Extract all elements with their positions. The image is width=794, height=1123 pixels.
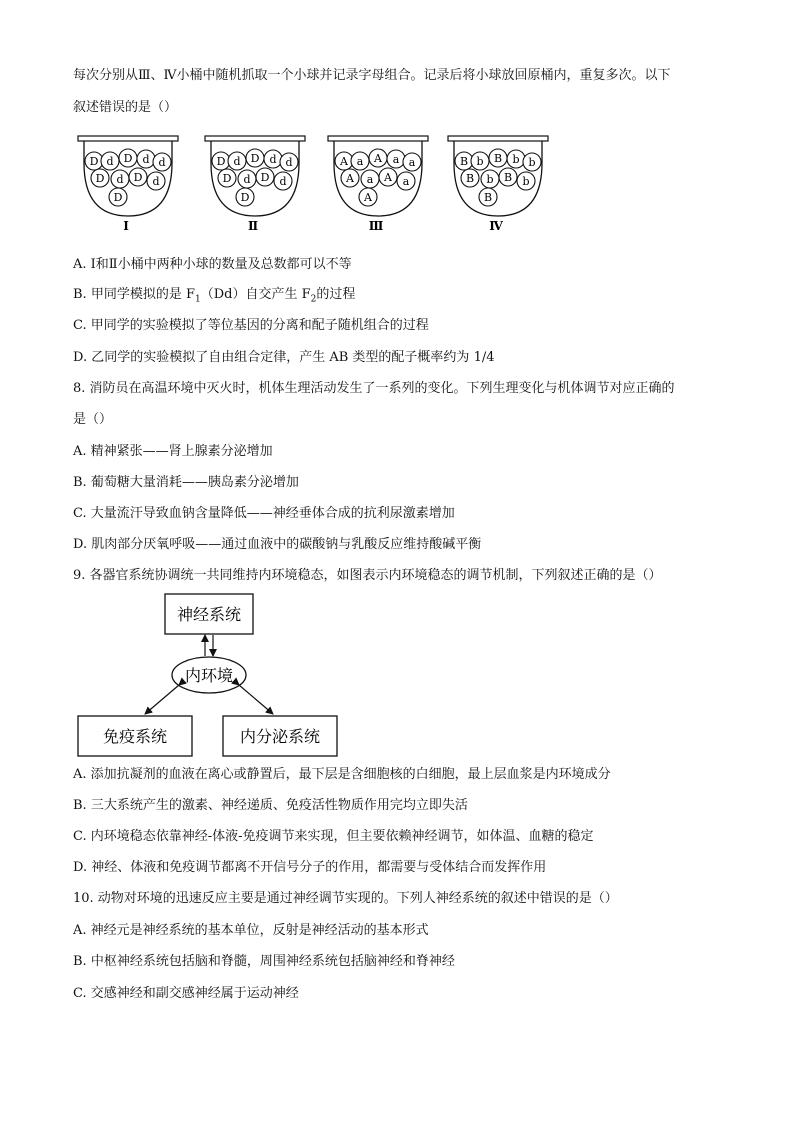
- nervous-system-label: 神经系统: [176, 605, 242, 624]
- ball-letter: a: [392, 153, 400, 166]
- bucket-4-balls: [455, 149, 541, 206]
- q8-option-b: B. 葡萄糖大量消耗——胰岛素分泌增加: [73, 475, 299, 490]
- ball-letter: B: [493, 152, 503, 165]
- ball-letter: D: [95, 172, 105, 185]
- ball-letter: D: [250, 152, 260, 165]
- ball-letter: a: [402, 175, 410, 188]
- q9-option-a: A. 添加抗凝剂的血液在离心或静置后，最下层是含细胞核的白细胞，最上层血浆是内环境成分: [73, 767, 611, 782]
- q7-option-c: C. 甲同学的实验模拟了等位基因的分离和配子随机组合的过程: [73, 318, 429, 333]
- q8-stem-line2: 是（）: [73, 412, 113, 427]
- q10-option-a: A. 神经元是神经系统的基本单位，反射是神经活动的基本形式: [73, 923, 429, 938]
- ball-letter: d: [233, 155, 241, 168]
- ball-letter: d: [269, 153, 277, 166]
- ball-letter: d: [243, 173, 251, 186]
- ball-letter: D: [240, 191, 250, 204]
- ball-letter: A: [374, 152, 382, 165]
- ball-letter: b: [476, 155, 484, 168]
- ball-letter: A: [364, 191, 372, 204]
- q10-stem: 10. 动物对环境的迅速反应主要是通过神经调节实现的。下列人神经系统的叙述中错误的是（）: [73, 891, 618, 906]
- q9-option-d: D. 神经、体液和免疫调节都离不开信号分子的作用，都需要与受体结合而发挥作用: [73, 860, 547, 875]
- arrow-internal-endocrine: [239, 685, 273, 714]
- q7-option-b: B. 甲同学模拟的是 $F_1(Dd)$自交产生 $F_2$的过程: [73, 287, 356, 305]
- ball-letter: a: [408, 156, 416, 169]
- bucket-2: [205, 136, 305, 233]
- ball-letter: D: [89, 155, 99, 168]
- ball-letter: B: [503, 171, 513, 184]
- q7-stem-line1: 每次分别从Ⅲ、Ⅳ小桶中随机抓取一个小球并记录字母组合。记录后将小球放回原桶内，重复多次。以下: [73, 68, 671, 83]
- q9-option-c: C. 内环境稳态依靠神经-体液-免疫调节来实现，但主要依赖神经调节，如体温、血糖的稳定: [73, 829, 594, 844]
- ball-letter: b: [486, 173, 494, 186]
- endocrine-system-label: 内分泌系统: [239, 727, 321, 746]
- ball-letter: D: [222, 172, 232, 185]
- ball-letter: D: [123, 152, 133, 165]
- ball-letter: d: [116, 173, 124, 186]
- ball-letter: D: [216, 155, 226, 168]
- ball-letter: b: [512, 153, 520, 166]
- arrow-internal-immune: [145, 685, 179, 714]
- q8-stem-line1: 8. 消防员在高温环境中灭火时，机体生理活动发生了一系列的变化。下列生理变化与机体调节对应正确的: [73, 381, 675, 396]
- immune-system-label: 免疫系统: [102, 727, 168, 746]
- ball-letter: B: [459, 155, 469, 168]
- internal-environment-label: 内环境: [184, 666, 234, 685]
- ball-letter: d: [285, 156, 293, 169]
- q7-option-a: A. Ⅰ和Ⅱ小桶中两种小球的数量及总数都可以不等: [73, 257, 352, 272]
- ball-letter: d: [279, 175, 287, 188]
- q9-stem: 9. 各器官系统协调统一共同维持内环境稳态，如图表示内环境稳态的调节机制，下列叙述正确的是（）: [73, 568, 662, 583]
- q8-option-a: A. 精神紧张——肾上腺素分泌增加: [73, 444, 273, 459]
- ball-letter: b: [522, 175, 530, 188]
- bucket-3: [328, 136, 428, 233]
- bucket-2-label: Ⅱ: [247, 219, 259, 233]
- bucket-1-balls: [85, 149, 171, 206]
- ball-letter: a: [356, 155, 364, 168]
- bucket-2-balls: [212, 149, 298, 206]
- ball-letter: A: [340, 155, 348, 168]
- ball-letter: a: [366, 173, 374, 186]
- q7-option-d: D. 乙同学的实验模拟了自由组合定律，产生 AB 类型的配子概率约为 1/4: [73, 350, 495, 365]
- q8-option-c: C. 大量流汗导致血钠含量降低——神经垂体合成的抗利尿激素增加: [73, 506, 455, 521]
- bucket-3-label: Ⅲ: [368, 219, 384, 233]
- ball-letter: B: [483, 191, 493, 204]
- ball-letter: B: [465, 172, 475, 185]
- q8-option-d: D. 肌肉部分厌氧呼吸——通过血液中的碳酸钠与乳酸反应维持酸碱平衡: [73, 537, 482, 552]
- ball-letter: D: [113, 191, 123, 204]
- ball-letter: A: [346, 172, 354, 185]
- bucket-1: [78, 136, 178, 233]
- ball-letter: D: [260, 171, 270, 184]
- ball-letter: d: [106, 155, 114, 168]
- ball-letter: A: [384, 171, 392, 184]
- ball-letter: D: [133, 171, 143, 184]
- ball-letter: d: [142, 153, 150, 166]
- ball-letter: b: [528, 156, 536, 169]
- ball-letter: d: [152, 175, 160, 188]
- bucket-4-label: Ⅳ: [489, 219, 503, 233]
- bucket-4: [448, 136, 548, 233]
- bucket-3-balls: [335, 149, 421, 206]
- q7-stem-line2: 叙述错误的是（）: [73, 100, 178, 115]
- bucket-figure: [72, 133, 552, 235]
- q10-option-c: C. 交感神经和副交感神经属于运动神经: [73, 986, 299, 1001]
- bucket-1-label: Ⅰ: [123, 219, 129, 233]
- ball-letter: d: [158, 156, 166, 169]
- q10-option-b: B. 中枢神经系统包括脑和脊髓，周围神经系统包括脑神经和脊神经: [73, 954, 455, 969]
- q9-option-b: B. 三大系统产生的激素、神经递质、免疫活性物质作用完均立即失活: [73, 798, 468, 813]
- homeostasis-diagram: [72, 590, 372, 758]
